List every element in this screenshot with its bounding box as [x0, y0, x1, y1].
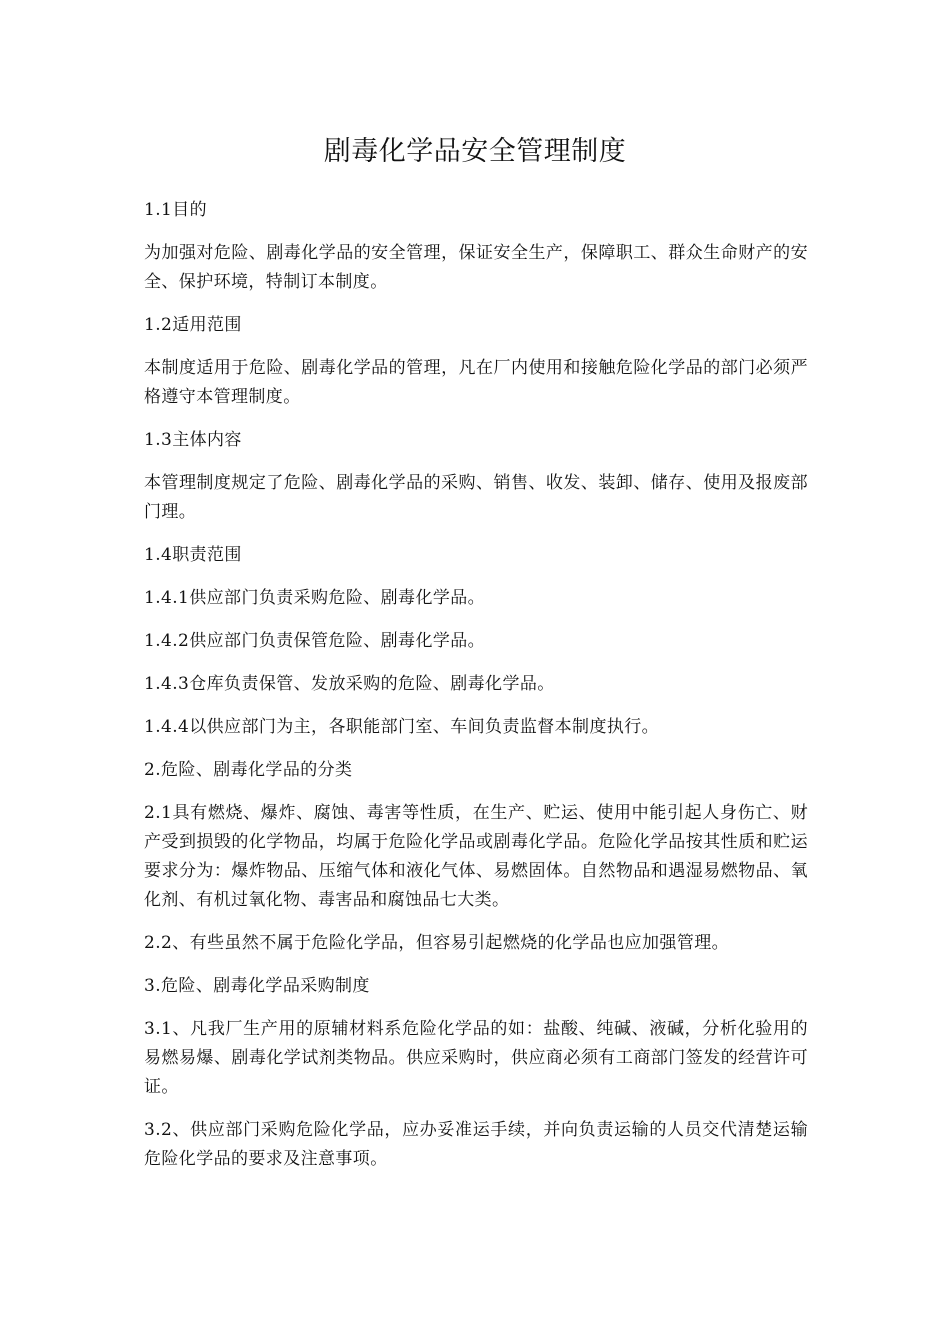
section-heading-2: 2.危险、剧毒化学品的分类 — [144, 760, 353, 780]
section-heading-1-2: 1.2适用范围 — [144, 315, 242, 335]
section-heading-1-1: 1.1目的 — [144, 200, 208, 220]
paragraph-2-1: 2.1具有燃烧、爆炸、腐蚀、毒害等性质，在生产、贮运、使用中能引起人身伤亡、财产受到损毁的化学物品，均属于危险化学品或剧毒化学品。危险化学品按其性质和贮运要求分为：爆炸物品、压缩气体和液化气体、易燃固体。自然物品和遇湿易燃物品、氧化剂、有机过氧化物、毒害品和腐蚀品七大类。 — [144, 803, 808, 910]
paragraph-3-1: 3.1、凡我厂生产用的原辅材料系危险化学品的如：盐酸、纯碱、液碱，分析化验用的易燃易爆、剧毒化学试剂类物品。供应采购时，供应商必须有工商部门签发的经营许可证。 — [144, 1019, 808, 1097]
paragraph-1-4-3: 1.4.3仓库负责保管、发放采购的危险、剧毒化学品。 — [144, 674, 555, 694]
paragraph-purpose: 为加强对危险、剧毒化学品的安全管理，保证安全生产，保障职工、群众生命财产的安全、保护环境，特制订本制度。 — [144, 243, 808, 292]
paragraph-3-2: 3.2、供应部门采购危险化学品，应办妥准运手续，并向负责运输的人员交代清楚运输危险化学品的要求及注意事项。 — [144, 1120, 808, 1169]
document-title: 剧毒化学品安全管理制度 — [323, 136, 627, 167]
paragraph-1-4-4: 1.4.4以供应部门为主，各职能部门室、车间负责监督本制度执行。 — [144, 717, 660, 737]
paragraph-scope: 本制度适用于危险、剧毒化学品的管理，凡在厂内使用和接触危险化学品的部门必须严格遵守本管理制度。 — [144, 358, 808, 407]
section-heading-1-3: 1.3主体内容 — [144, 430, 242, 450]
paragraph-main-content: 本管理制度规定了危险、剧毒化学品的采购、销售、收发、装卸、储存、使用及报废部门理。 — [144, 473, 808, 522]
paragraph-2-2: 2.2、有些虽然不属于危险化学品，但容易引起燃烧的化学品也应加强管理。 — [144, 933, 730, 953]
section-heading-3: 3.危险、剧毒化学品采购制度 — [144, 976, 370, 996]
section-heading-1-4: 1.4职责范围 — [144, 545, 242, 565]
document-body — [144, 196, 808, 1188]
paragraph-1-4-2: 1.4.2供应部门负责保管危险、剧毒化学品。 — [144, 631, 486, 651]
paragraph-1-4-1: 1.4.1供应部门负责采购危险、剧毒化学品。 — [144, 588, 486, 608]
